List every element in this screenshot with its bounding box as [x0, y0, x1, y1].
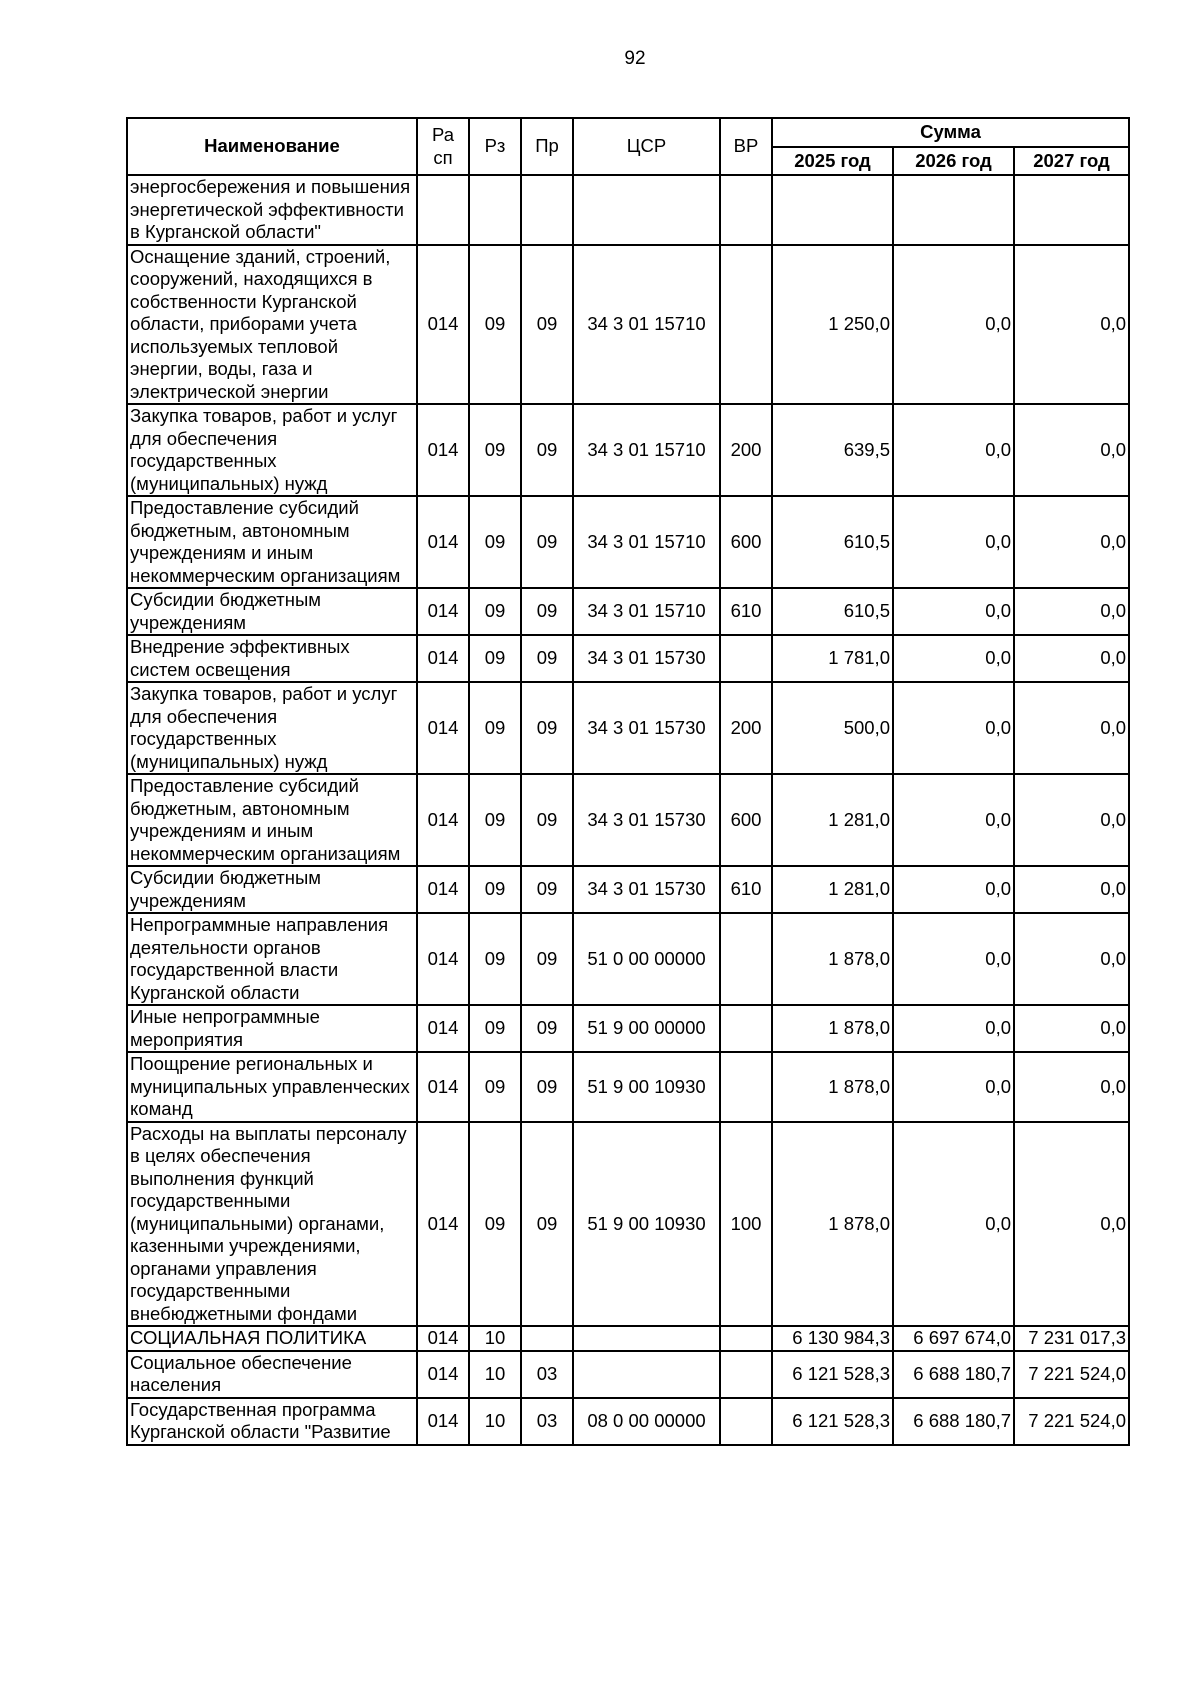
table-row	[127, 175, 1129, 245]
header-vr: ВР	[720, 118, 772, 175]
table-row	[127, 496, 1129, 588]
row-amount-2027: 0,0	[1014, 682, 1129, 774]
row-name: Оснащение зданий, строений, сооружений, находящихся в собственности Курганской области, приборами учета используемых тепловой энергии, воды, газа и электрической энергии	[127, 245, 417, 405]
row-amount-2027: 0,0	[1014, 774, 1129, 866]
row-csr: 51 0 00 00000	[573, 913, 720, 1005]
row-amount-2027: 0,0	[1014, 913, 1129, 1005]
row-name: Расходы на выплаты персоналу в целях обеспечения выполнения функций государственными (муниципальными) органами, казенными учреждениями, органами управления государственными внебюджетными фондами	[127, 1122, 417, 1327]
row-amount-2025: 1 878,0	[772, 913, 893, 1005]
table-row	[127, 1052, 1129, 1122]
row-amount-2027: 0,0	[1014, 404, 1129, 496]
row-rasp: 014	[417, 866, 469, 913]
row-name: Предоставление субсидий бюджетным, автономным учреждениям и иным некоммерческим организациям	[127, 774, 417, 866]
row-rasp: 014	[417, 1052, 469, 1122]
row-amount-2025: 6 121 528,3	[772, 1351, 893, 1398]
table-row	[127, 1005, 1129, 1052]
row-vr	[720, 1351, 772, 1398]
row-name: Субсидии бюджетным учреждениям	[127, 588, 417, 635]
header-sum: Сумма	[772, 118, 1129, 147]
table-row	[127, 1326, 1129, 1351]
row-rasp: 014	[417, 1122, 469, 1327]
row-amount-2027: 0,0	[1014, 1122, 1129, 1327]
row-pr: 09	[521, 1005, 573, 1052]
row-rasp: 014	[417, 245, 469, 405]
row-csr: 34 3 01 15710	[573, 496, 720, 588]
row-name: Закупка товаров, работ и услуг для обеспечения государственных (муниципальных) нужд	[127, 682, 417, 774]
row-amount-2026: 0,0	[893, 682, 1014, 774]
row-name: Поощрение региональных и муниципальных управленческих команд	[127, 1052, 417, 1122]
row-rasp: 014	[417, 588, 469, 635]
table-row	[127, 1398, 1129, 1445]
row-rasp: 014	[417, 635, 469, 682]
row-amount-2025: 610,5	[772, 588, 893, 635]
row-csr: 34 3 01 15710	[573, 588, 720, 635]
row-amount-2025: 1 878,0	[772, 1005, 893, 1052]
row-vr: 200	[720, 682, 772, 774]
row-amount-2026: 6 688 180,7	[893, 1398, 1014, 1445]
row-rz: 09	[469, 496, 521, 588]
row-rasp: 014	[417, 1398, 469, 1445]
row-vr	[720, 1326, 772, 1351]
row-pr: 09	[521, 1122, 573, 1327]
row-amount-2027: 0,0	[1014, 588, 1129, 635]
row-name: Закупка товаров, работ и услуг для обеспечения государственных (муниципальных) нужд	[127, 404, 417, 496]
row-pr	[521, 1326, 573, 1351]
table-row	[127, 774, 1129, 866]
row-rasp: 014	[417, 1326, 469, 1351]
row-csr: 34 3 01 15730	[573, 682, 720, 774]
row-amount-2027: 0,0	[1014, 245, 1129, 405]
row-amount-2026: 0,0	[893, 404, 1014, 496]
row-amount-2025: 1 281,0	[772, 866, 893, 913]
row-amount-2026: 0,0	[893, 588, 1014, 635]
row-csr	[573, 1351, 720, 1398]
header-year-2025: 2025 год	[772, 147, 893, 176]
row-pr: 09	[521, 682, 573, 774]
row-rz: 09	[469, 866, 521, 913]
row-rasp: 014	[417, 682, 469, 774]
row-vr	[720, 1052, 772, 1122]
row-vr	[720, 913, 772, 1005]
table-row	[127, 1351, 1129, 1398]
row-vr: 200	[720, 404, 772, 496]
row-csr: 51 9 00 10930	[573, 1122, 720, 1327]
row-rz: 09	[469, 404, 521, 496]
row-csr: 34 3 01 15710	[573, 404, 720, 496]
row-pr: 09	[521, 635, 573, 682]
row-name: СОЦИАЛЬНАЯ ПОЛИТИКА	[127, 1326, 417, 1351]
row-csr: 34 3 01 15710	[573, 245, 720, 405]
row-csr: 08 0 00 00000	[573, 1398, 720, 1445]
row-amount-2026: 0,0	[893, 913, 1014, 1005]
row-pr: 09	[521, 496, 573, 588]
row-csr	[573, 175, 720, 245]
header-rz: Рз	[469, 118, 521, 175]
row-csr	[573, 1326, 720, 1351]
row-amount-2026: 0,0	[893, 245, 1014, 405]
row-amount-2027: 7 231 017,3	[1014, 1326, 1129, 1351]
row-rz: 09	[469, 1052, 521, 1122]
row-amount-2026: 6 697 674,0	[893, 1326, 1014, 1351]
header-csr: ЦСР	[573, 118, 720, 175]
row-pr	[521, 175, 573, 245]
row-csr: 51 9 00 10930	[573, 1052, 720, 1122]
row-amount-2025: 639,5	[772, 404, 893, 496]
row-amount-2025: 1 281,0	[772, 774, 893, 866]
header-rasp: Ра сп	[417, 118, 469, 175]
row-pr: 09	[521, 1052, 573, 1122]
row-amount-2025: 6 130 984,3	[772, 1326, 893, 1351]
row-csr: 34 3 01 15730	[573, 866, 720, 913]
row-pr: 09	[521, 245, 573, 405]
row-amount-2027: 0,0	[1014, 635, 1129, 682]
row-rz: 09	[469, 1122, 521, 1327]
row-amount-2027: 0,0	[1014, 866, 1129, 913]
row-csr: 34 3 01 15730	[573, 635, 720, 682]
header-year-2026: 2026 год	[893, 147, 1014, 176]
row-rasp: 014	[417, 1351, 469, 1398]
row-amount-2026: 0,0	[893, 866, 1014, 913]
row-amount-2026: 0,0	[893, 1122, 1014, 1327]
row-rasp: 014	[417, 774, 469, 866]
row-amount-2027: 0,0	[1014, 1052, 1129, 1122]
row-amount-2027	[1014, 175, 1129, 245]
row-pr: 09	[521, 404, 573, 496]
row-rz: 09	[469, 588, 521, 635]
row-vr: 610	[720, 866, 772, 913]
row-vr: 600	[720, 496, 772, 588]
row-amount-2026	[893, 175, 1014, 245]
row-name: энергосбережения и повышения энергетической эффективности в Курганской области"	[127, 175, 417, 245]
table-row	[127, 913, 1129, 1005]
row-rasp: 014	[417, 1005, 469, 1052]
row-amount-2026: 0,0	[893, 496, 1014, 588]
row-rasp	[417, 175, 469, 245]
row-pr: 09	[521, 774, 573, 866]
row-rz: 09	[469, 635, 521, 682]
row-name: Государственная программа Курганской области "Развитие	[127, 1398, 417, 1445]
table-row	[127, 682, 1129, 774]
row-rz: 10	[469, 1398, 521, 1445]
row-name: Предоставление субсидий бюджетным, автономным учреждениям и иным некоммерческим организациям	[127, 496, 417, 588]
header-year-2027: 2027 год	[1014, 147, 1129, 176]
page-number: 92	[624, 48, 646, 69]
row-amount-2027: 0,0	[1014, 1005, 1129, 1052]
row-amount-2027: 0,0	[1014, 496, 1129, 588]
table-row	[127, 245, 1129, 405]
row-rasp: 014	[417, 913, 469, 1005]
row-amount-2025	[772, 175, 893, 245]
row-vr	[720, 635, 772, 682]
row-vr	[720, 1398, 772, 1445]
budget-table-body	[127, 175, 1129, 1445]
row-amount-2026: 0,0	[893, 1052, 1014, 1122]
row-pr: 09	[521, 913, 573, 1005]
row-vr: 610	[720, 588, 772, 635]
row-amount-2025: 500,0	[772, 682, 893, 774]
row-amount-2026: 0,0	[893, 635, 1014, 682]
row-vr: 100	[720, 1122, 772, 1327]
table-row	[127, 635, 1129, 682]
row-rasp: 014	[417, 404, 469, 496]
budget-table	[126, 117, 1130, 1446]
row-vr	[720, 1005, 772, 1052]
row-amount-2027: 7 221 524,0	[1014, 1398, 1129, 1445]
row-vr	[720, 175, 772, 245]
row-pr: 09	[521, 866, 573, 913]
row-name: Внедрение эффективных систем освещения	[127, 635, 417, 682]
table-row	[127, 404, 1129, 496]
table-row	[127, 866, 1129, 913]
header-pr: Пр	[521, 118, 573, 175]
table-row	[127, 1122, 1129, 1327]
row-vr	[720, 245, 772, 405]
row-rz: 09	[469, 245, 521, 405]
row-amount-2026: 0,0	[893, 774, 1014, 866]
row-csr: 51 9 00 00000	[573, 1005, 720, 1052]
row-amount-2025: 1 250,0	[772, 245, 893, 405]
row-pr: 03	[521, 1351, 573, 1398]
row-csr: 34 3 01 15730	[573, 774, 720, 866]
row-amount-2025: 610,5	[772, 496, 893, 588]
row-rasp: 014	[417, 496, 469, 588]
row-rz: 09	[469, 1005, 521, 1052]
row-vr: 600	[720, 774, 772, 866]
row-amount-2027: 7 221 524,0	[1014, 1351, 1129, 1398]
row-rz	[469, 175, 521, 245]
row-amount-2025: 6 121 528,3	[772, 1398, 893, 1445]
row-name: Непрограммные направления деятельности органов государственной власти Курганской области	[127, 913, 417, 1005]
row-rz: 10	[469, 1351, 521, 1398]
row-name: Субсидии бюджетным учреждениям	[127, 866, 417, 913]
row-rz: 09	[469, 682, 521, 774]
row-pr: 09	[521, 588, 573, 635]
row-name: Социальное обеспечение населения	[127, 1351, 417, 1398]
header-name: Наименование	[127, 118, 417, 175]
row-amount-2026: 6 688 180,7	[893, 1351, 1014, 1398]
row-rz: 09	[469, 913, 521, 1005]
row-amount-2025: 1 878,0	[772, 1122, 893, 1327]
row-amount-2026: 0,0	[893, 1005, 1014, 1052]
row-rz: 10	[469, 1326, 521, 1351]
row-name: Иные непрограммные мероприятия	[127, 1005, 417, 1052]
row-rz: 09	[469, 774, 521, 866]
row-amount-2025: 1 878,0	[772, 1052, 893, 1122]
row-amount-2025: 1 781,0	[772, 635, 893, 682]
table-row	[127, 588, 1129, 635]
row-pr: 03	[521, 1398, 573, 1445]
